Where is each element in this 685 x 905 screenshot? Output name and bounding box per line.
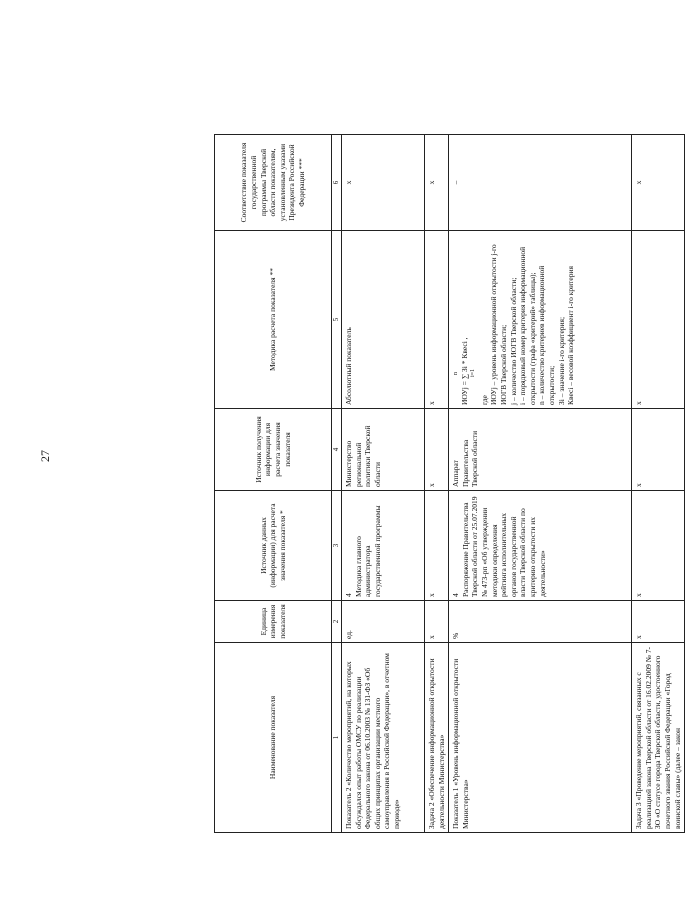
cell-unit: х [425,601,449,643]
cell-match: – [449,135,632,231]
formula-upper-limit: n [453,372,460,375]
col-number: 1 [332,643,342,833]
cell-method [449,231,632,409]
cell-unit: % [449,601,632,643]
cell-name: Задача 3 «Проведение мероприятий, связанных с реализацией закона Тверской области от 16.02.2009 № 7-ЗО «О статусе города Тверской области, удостоенного почетного звания Российской Федерации «Город воинской славы» (далее – закон [632,643,685,833]
cell-name: Задача 2 «Обеспечение информационной открытости деятельности Министерства» [425,643,449,833]
rotated-table-container [214,135,682,833]
cell-source: 4 Распоряжение Правительства Тверской области от 25.07.2019 № 473-рп «Об утверждении методики определения рейтинга исполнительных органов государственной власти Тверской области по критерию открытости их деятельности» [449,491,632,601]
cell-origin: Министерство региональной политики Тверской области [342,409,425,491]
header-origin: Источник получения информации для расчета значения показателя [215,409,332,491]
cell-name: Показатель 1 «Уровень информационной открытости Министерства» [449,643,632,833]
cell-source: х [425,491,449,601]
cell-match: х [632,135,685,231]
cell-source: х [632,491,685,601]
col-number: 6 [332,135,342,231]
col-number: 3 [332,491,342,601]
table-row [449,135,632,833]
header-source: Источник данных (информации) для расчета значения показателя * [215,491,332,601]
header-name: Наименование показателя [215,643,332,833]
column-number-row [332,135,342,833]
cell-unit: х [632,601,685,643]
cell-match: х [425,135,449,231]
header-row [215,135,332,833]
cell-origin: х [425,409,449,491]
cell-origin: Аппарат Правительства Тверской области [449,409,632,491]
formula-main: ИОУj = ∑ Зi * Квесi , [460,337,470,405]
table-row [425,135,449,833]
cell-unit: ед. [342,601,425,643]
cell-match: х [342,135,425,231]
header-method: Методика расчета показателя ** [215,231,332,409]
method-description: где ИОУj – уровень информационной открытости j-го ИОГВ Тверской области; j – количество ИОГВ Тверской области; i – порядковый номер критерия информационной открытости (графа «критерий» таблицы); n – количество критериев информационной открытости; Зi – значение i-го критерия; Квесi – весовой коэффициент i-го критерия [479,244,576,405]
page-number: 27 [38,450,52,462]
formula-lower-limit: i=1 [469,368,476,377]
table-row [342,135,425,833]
cell-method: х [632,231,685,409]
indicator-table [214,134,685,833]
cell-method: Абсолютный показатель [342,231,425,409]
table-row [632,135,685,833]
header-match: Соответствие показателя государственной программы Тверской области показателям, установленным указами Президента Российской Федерации *** [215,135,332,231]
col-number: 2 [332,601,342,643]
col-number: 4 [332,409,342,491]
col-number: 5 [332,231,342,409]
formula [453,234,477,405]
cell-source: 4 Методика главного администратора государственной программы [342,491,425,601]
cell-name: Показатель 2 «Количество мероприятий, на которых обсуждался опыт работы ОМСУ по реализации Федерального закона от 06.10.2003 № 131-ФЗ «Об общих принципах организации местного самоуправления в Российской Федерации», в отчетном периоде» [342,643,425,833]
cell-method: х [425,231,449,409]
cell-origin: х [632,409,685,491]
header-unit: Единица измерения показателя [215,601,332,643]
